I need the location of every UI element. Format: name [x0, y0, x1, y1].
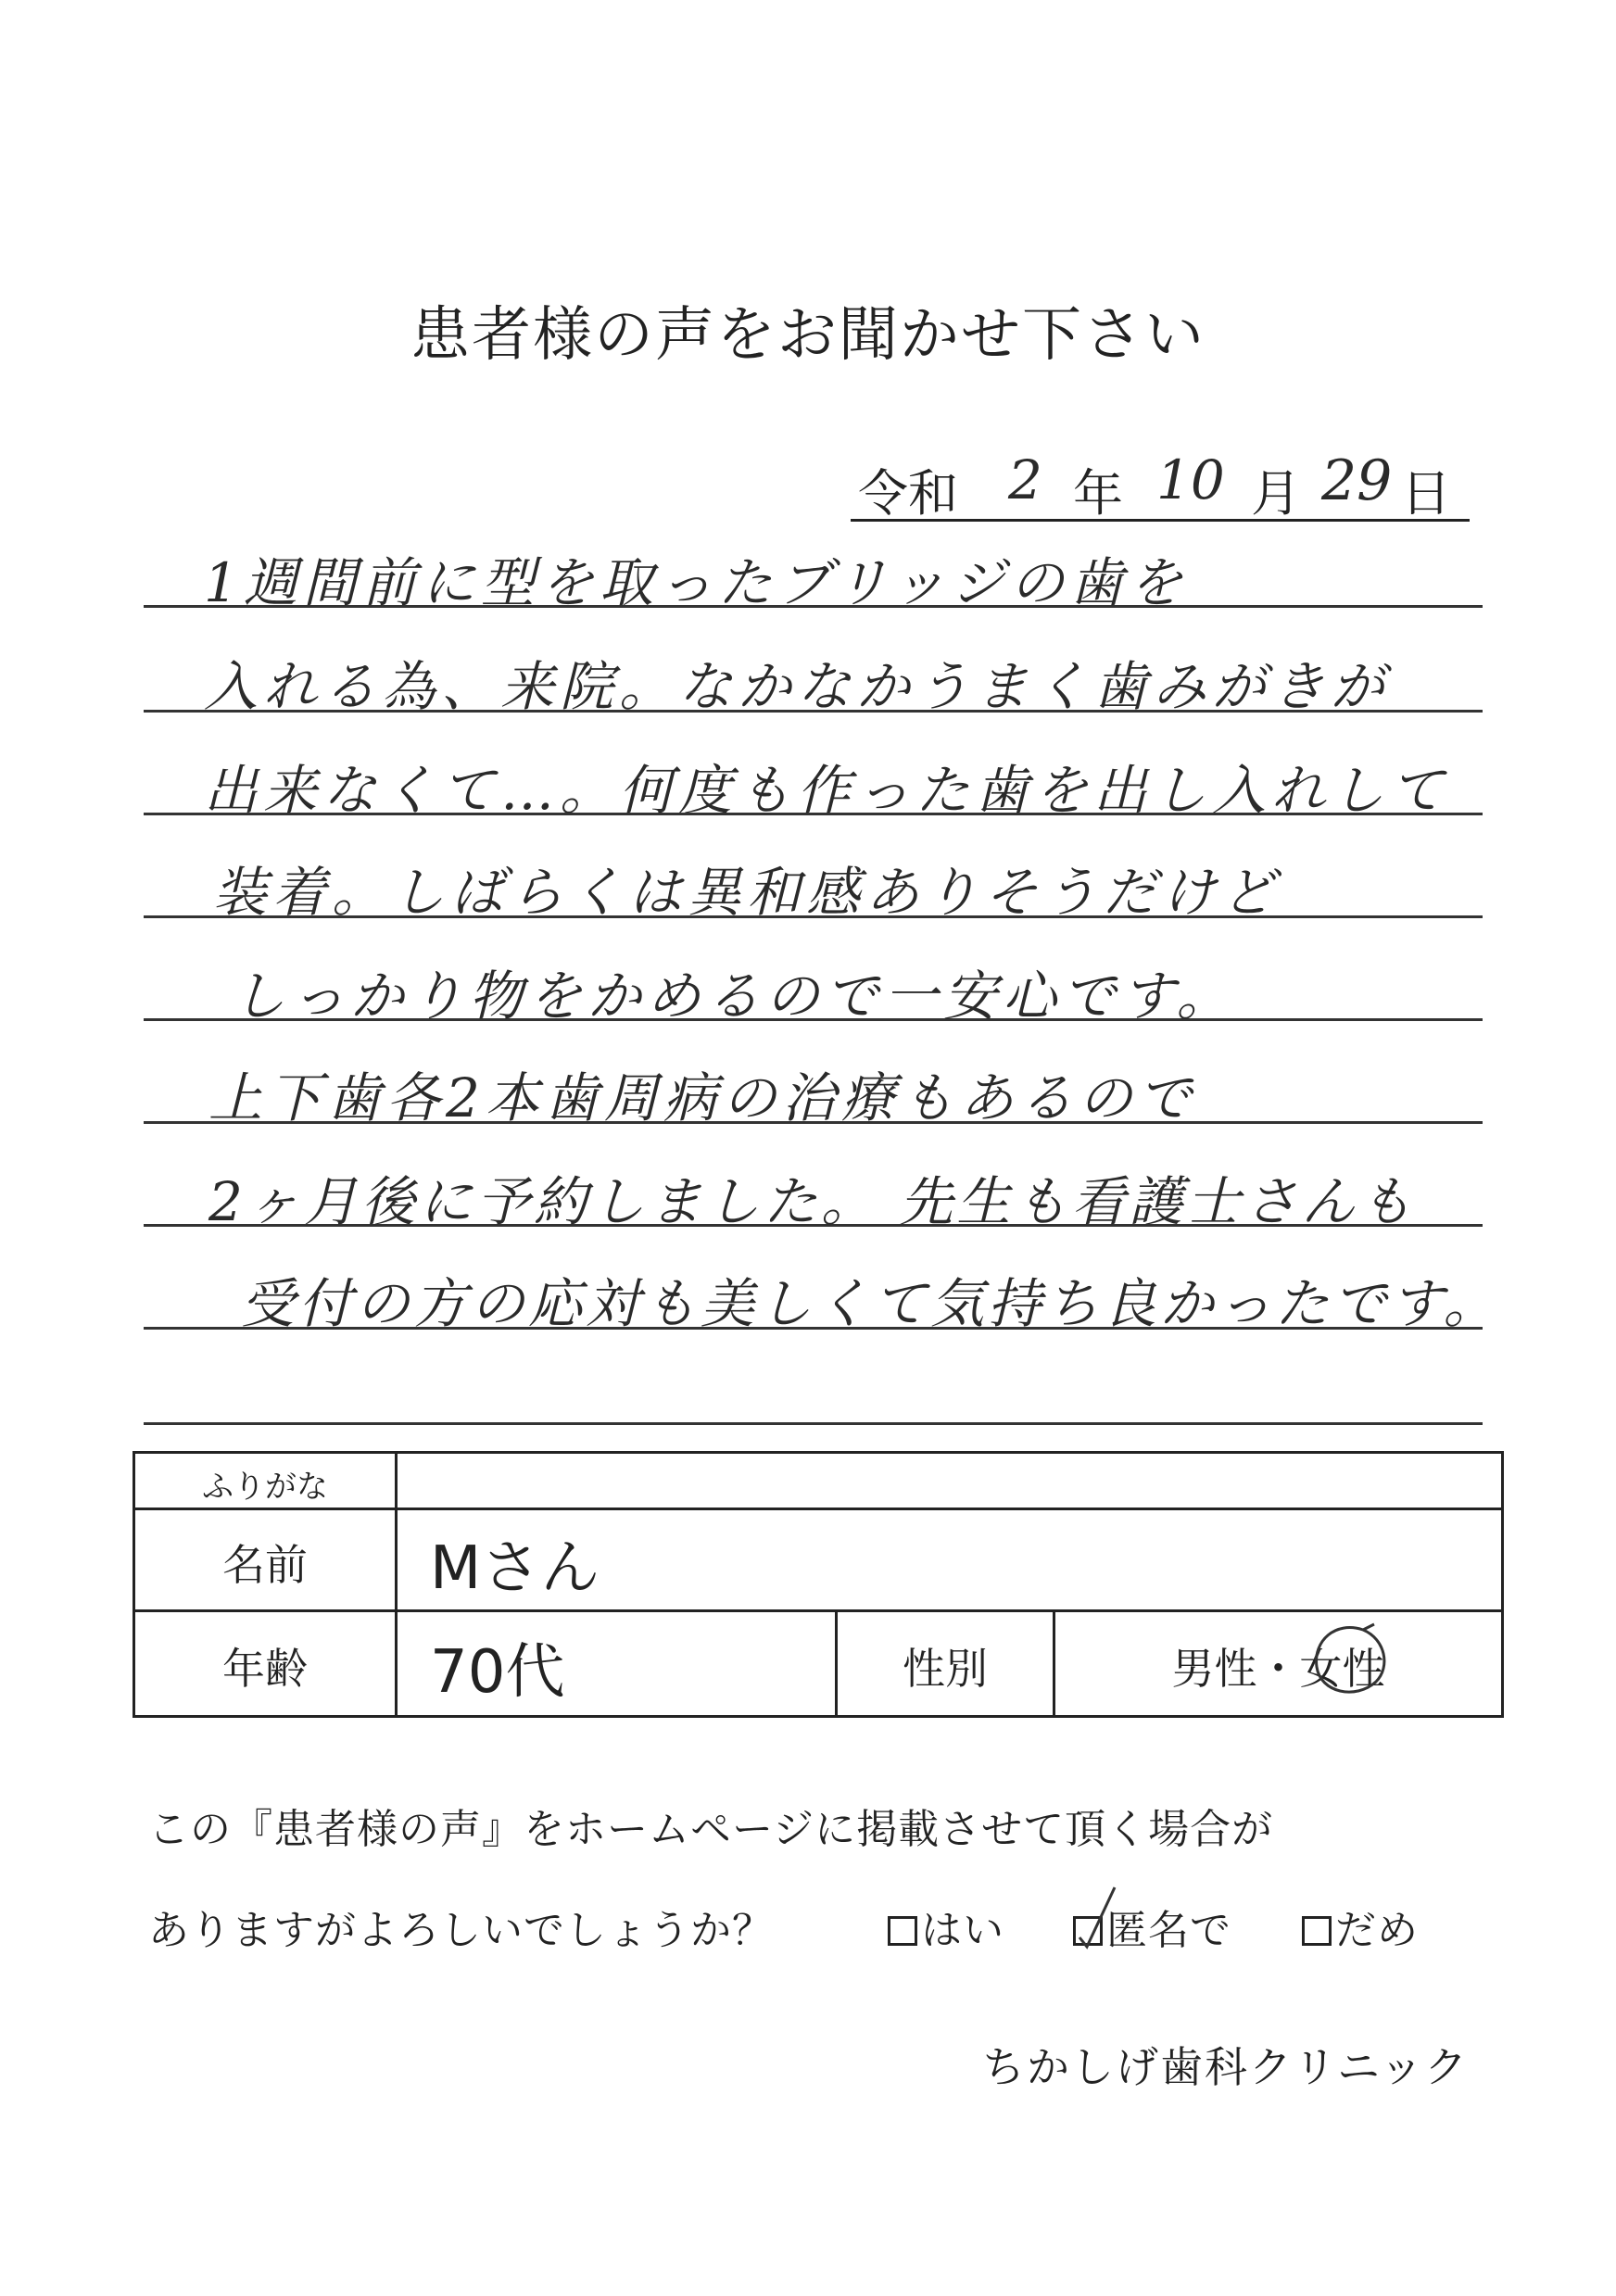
option-no-label: だめ [1335, 1907, 1419, 1954]
patient-info-table [133, 1451, 1504, 1718]
date-field [851, 445, 1470, 522]
option-anonymous[interactable] [1073, 1897, 1231, 1956]
comment-line: 2ヶ月後に予約しました。 先生も看護士さんも [208, 1170, 1417, 1233]
gender-circle-mark [1307, 1621, 1393, 1706]
comment-line: 上下歯各2本歯周病の治療もあるので [208, 1066, 1197, 1129]
date-year-unit: 年 [1073, 464, 1123, 523]
comment-line: 1週間前に型を取ったブリッジの歯を [204, 551, 1189, 614]
date-year: 2 [1008, 448, 1042, 511]
comment-line: しっかり物をかめるので一安心です。 [232, 965, 1236, 1028]
comment-line: 出来なくて…。何度も作った歯を出し入れして [204, 759, 1450, 822]
consent-question-line2 [148, 1897, 774, 1956]
gender-label: 性別 [903, 1644, 988, 1694]
date-day: 29 [1321, 448, 1393, 513]
consent-question-line2-text: ありますがよろしいでしょうか？ [148, 1907, 774, 1954]
option-no[interactable] [1302, 1897, 1419, 1956]
date-month: 10 [1156, 448, 1225, 511]
page-title: 患者様の声をお聞かせ下さい [410, 301, 1206, 370]
option-yes-label: はい [921, 1907, 1004, 1954]
comment-line: 入れる為、来院。なかなかうまく歯みがきが [204, 655, 1391, 718]
checkbox-no[interactable] [1302, 1916, 1332, 1946]
age-label: 年齢 [222, 1644, 308, 1694]
date-day-unit: 日 [1401, 464, 1451, 523]
option-yes[interactable] [888, 1897, 1004, 1956]
age-value: 70代 [430, 1638, 565, 1707]
checkbox-anonymous[interactable] [1073, 1916, 1103, 1946]
gender-options: 男性・女性 [1171, 1644, 1385, 1694]
name-value: Mさん [430, 1534, 600, 1603]
option-anonymous-label: 匿名で [1106, 1907, 1231, 1954]
comment-line: 受付の方の応対も美しくて気持ち良かったです。 [241, 1272, 1501, 1335]
date-month-unit: 月 [1251, 464, 1301, 523]
clinic-name: ちかしげ歯科クリニック [982, 2042, 1470, 2092]
furigana-label: ふりがな [202, 1469, 328, 1506]
name-label: 名前 [222, 1540, 308, 1590]
date-era: 令和 [858, 464, 958, 523]
ruled-line [144, 1422, 1483, 1425]
consent-question-line1: この『患者様の声』をホームページに掲載させて頂く場合が [148, 1806, 1274, 1853]
checkbox-yes[interactable] [888, 1916, 917, 1946]
comment-line: 装着。しばらくは異和感ありそうだけど [213, 861, 1281, 924]
check-mark-icon [1074, 1882, 1130, 1956]
